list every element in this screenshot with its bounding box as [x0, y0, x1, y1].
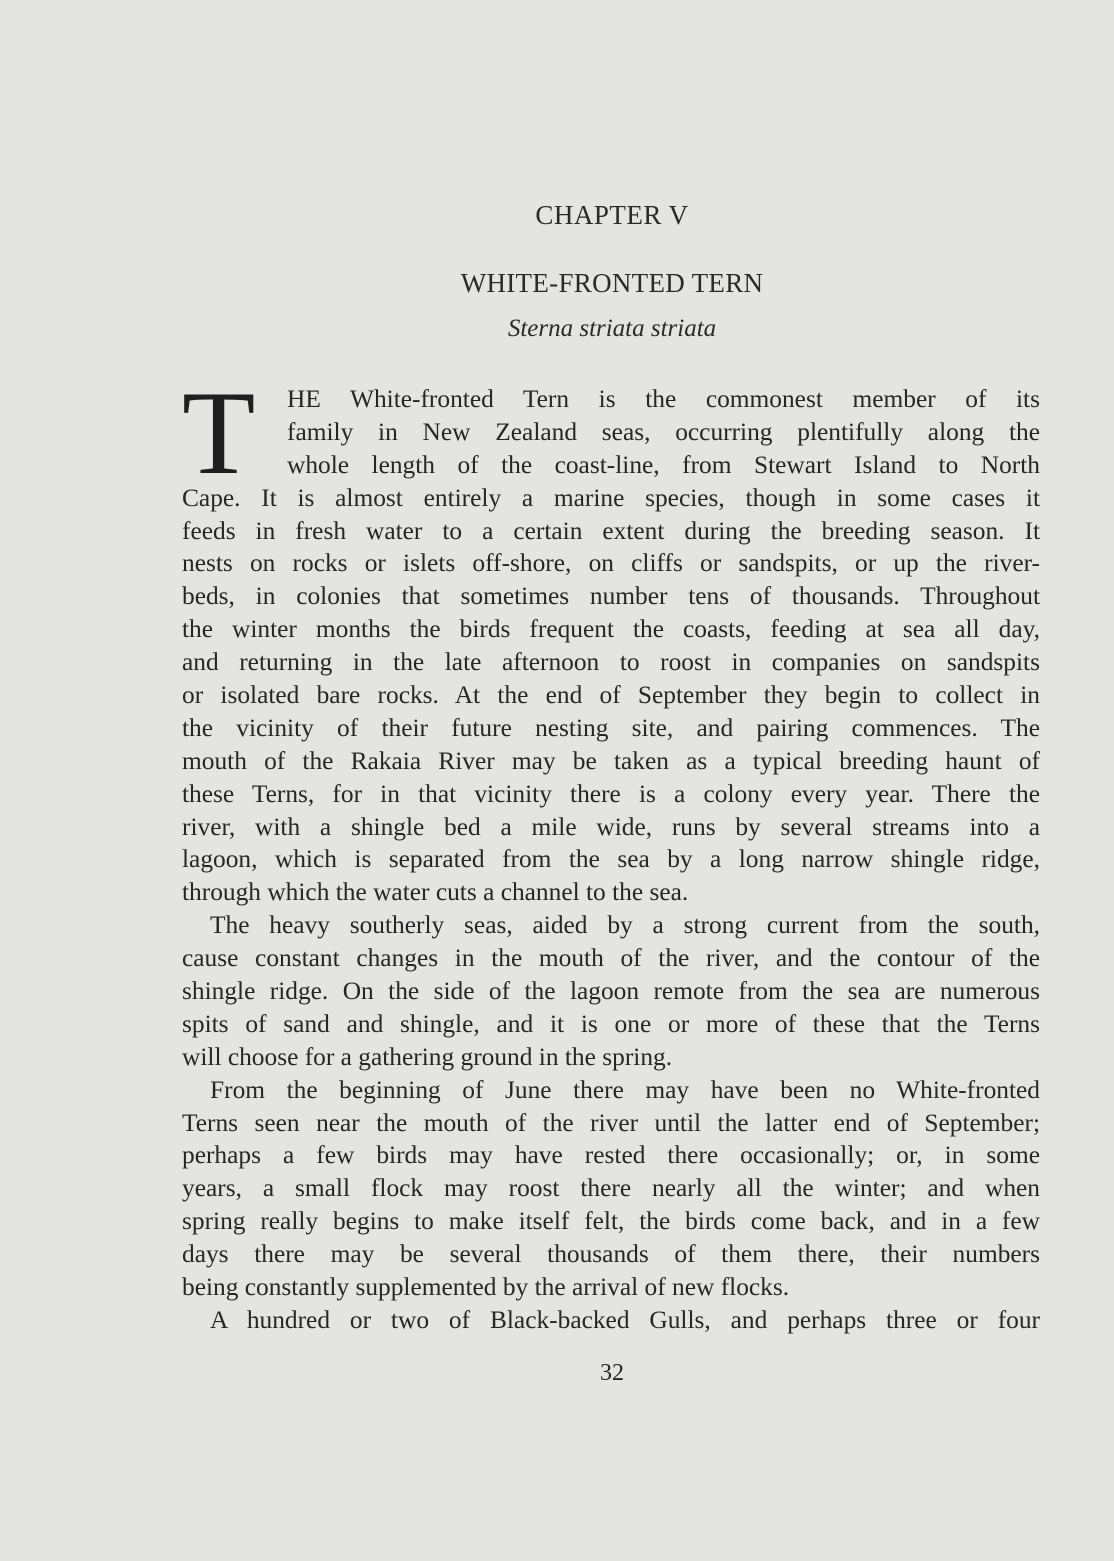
text-line: cause constant changes in the mouth of the river, and the contour of the: [182, 944, 1040, 973]
page-number: 32: [600, 1360, 624, 1386]
text-line: From the beginning of June there may have been no White-fronted: [210, 1075, 1040, 1104]
text-line: and returning in the late afternoon to roost in companies on sandspits: [182, 648, 1040, 677]
text-line: years, a small flock may roost there nearly all the winter; and when: [182, 1174, 1040, 1203]
paragraph-4: [182, 1304, 1040, 1337]
text-line: whole length of the coast-line, from Stewart Island to North: [287, 450, 1040, 479]
text-line: A hundred or two of Black-backed Gulls, and perhaps three or four: [210, 1305, 1040, 1334]
paragraph-2: [182, 909, 1040, 1073]
scientific-name: Sterna striata striata: [507, 315, 717, 342]
text-line: spits of sand and shingle, and it is one or more of these that the Terns: [182, 1009, 1040, 1038]
text-line: being constantly supplemented by the arrival of new flocks.: [182, 1273, 790, 1302]
text-line: river, with a shingle bed a mile wide, runs by several streams into a: [182, 812, 1040, 841]
text-line: mouth of the Rakaia River may be taken as a typical breeding haunt of: [182, 746, 1040, 775]
chapter-title: WHITE-FRONTED TERN: [460, 268, 764, 298]
text-line: HE White-fronted Tern is the commonest member of its: [287, 385, 1040, 413]
text-line: the vicinity of their future nesting site, and pairing commences. The: [182, 713, 1040, 742]
chapter-heading: CHAPTER V: [535, 200, 689, 230]
text-line: days there may be several thousands of them there, their numbers: [182, 1240, 1040, 1269]
text-line: spring really begins to make itself felt, the birds come back, and in a few: [182, 1207, 1040, 1236]
text-line: Terns seen near the mouth of the river until the latter end of September;: [182, 1108, 1040, 1137]
text-line: nests on rocks or islets off-shore, on cliffs or sandspits, or up the river-: [182, 549, 1040, 578]
text-line: perhaps a few birds may have rested there occasionally; or, in some: [182, 1141, 1040, 1170]
text-line: Cape. It is almost entirely a marine species, though in some cases it: [182, 483, 1040, 512]
text-line: beds, in colonies that sometimes number tens of thousands. Throughout: [182, 582, 1040, 611]
text-line: these Terns, for in that vicinity there is a colony every year. There the: [182, 779, 1040, 808]
body-text: [182, 366, 1040, 1337]
text-line: family in New Zealand seas, occurring plentifully along the: [287, 417, 1040, 446]
text-line: shingle ridge. On the side of the lagoon remote from the sea are numerous: [182, 977, 1040, 1006]
text-line: will choose for a gathering ground in the spring.: [182, 1042, 673, 1071]
paragraph-3: [182, 1074, 1040, 1304]
drop-cap: T: [182, 366, 256, 499]
text-line: the winter months the birds frequent the coasts, feeding at sea all day,: [182, 615, 1040, 644]
text-line: through which the water cuts a channel to the sea.: [182, 878, 689, 907]
paragraph-1: [182, 366, 1040, 909]
text-line: or isolated bare rocks. At the end of September they begin to collect in: [182, 681, 1040, 710]
text-line: The heavy southerly seas, aided by a strong current from the south,: [210, 911, 1040, 940]
text-line: lagoon, which is separated from the sea by a long narrow shingle ridge,: [182, 845, 1040, 874]
text-line: feeds in fresh water to a certain extent during the breeding season. It: [182, 516, 1040, 545]
